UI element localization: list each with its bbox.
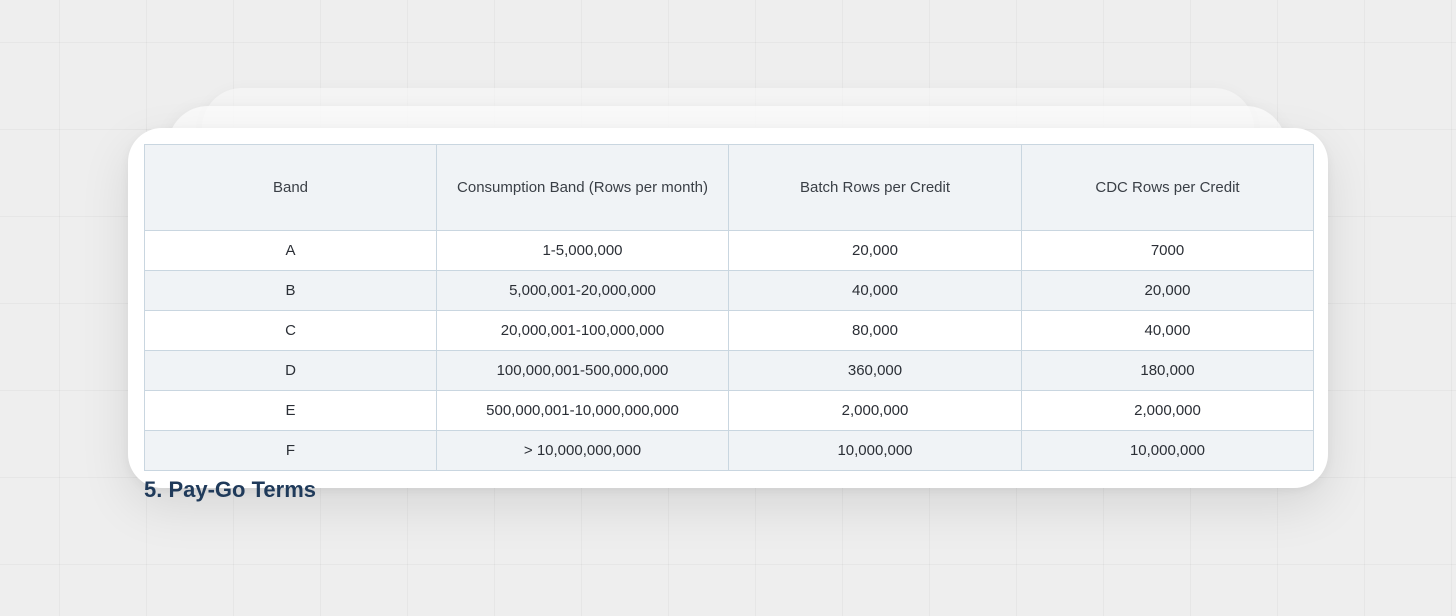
cell-cdc-rows: 2,000,000 (1022, 391, 1314, 431)
cell-batch-rows: 10,000,000 (729, 431, 1022, 471)
table-row (145, 231, 1314, 271)
cell-consumption-band: 500,000,001-10,000,000,000 (437, 391, 729, 431)
table-row (145, 391, 1314, 431)
cell-consumption-band: > 10,000,000,000 (437, 431, 729, 471)
table-row (145, 431, 1314, 471)
header-cdc-rows-per-credit: CDC Rows per Credit (1022, 145, 1314, 231)
table-row (145, 271, 1314, 311)
cell-band: E (145, 391, 437, 431)
cell-batch-rows: 2,000,000 (729, 391, 1022, 431)
cell-band: A (145, 231, 437, 271)
cell-batch-rows: 20,000 (729, 231, 1022, 271)
header-consumption-band: Consumption Band (Rows per month) (437, 145, 729, 231)
cell-cdc-rows: 180,000 (1022, 351, 1314, 391)
cell-consumption-band: 20,000,001-100,000,000 (437, 311, 729, 351)
cell-band: D (145, 351, 437, 391)
cell-band: C (145, 311, 437, 351)
cell-cdc-rows: 10,000,000 (1022, 431, 1314, 471)
table-header-row (145, 145, 1314, 231)
table-row (145, 311, 1314, 351)
header-batch-rows-per-credit: Batch Rows per Credit (729, 145, 1022, 231)
cell-batch-rows: 40,000 (729, 271, 1022, 311)
cell-band: F (145, 431, 437, 471)
cell-batch-rows: 360,000 (729, 351, 1022, 391)
header-band: Band (145, 145, 437, 231)
cell-cdc-rows: 20,000 (1022, 271, 1314, 311)
cell-band: B (145, 271, 437, 311)
cell-cdc-rows: 40,000 (1022, 311, 1314, 351)
cell-consumption-band: 1-5,000,000 (437, 231, 729, 271)
consumption-band-table (144, 144, 1314, 471)
cell-cdc-rows: 7000 (1022, 231, 1314, 271)
cell-consumption-band: 5,000,001-20,000,000 (437, 271, 729, 311)
cell-batch-rows: 80,000 (729, 311, 1022, 351)
cell-consumption-band: 100,000,001-500,000,000 (437, 351, 729, 391)
document-card (128, 128, 1328, 502)
table-row (145, 351, 1314, 391)
section-heading-pay-go-terms: 5. Pay-Go Terms (144, 477, 316, 502)
